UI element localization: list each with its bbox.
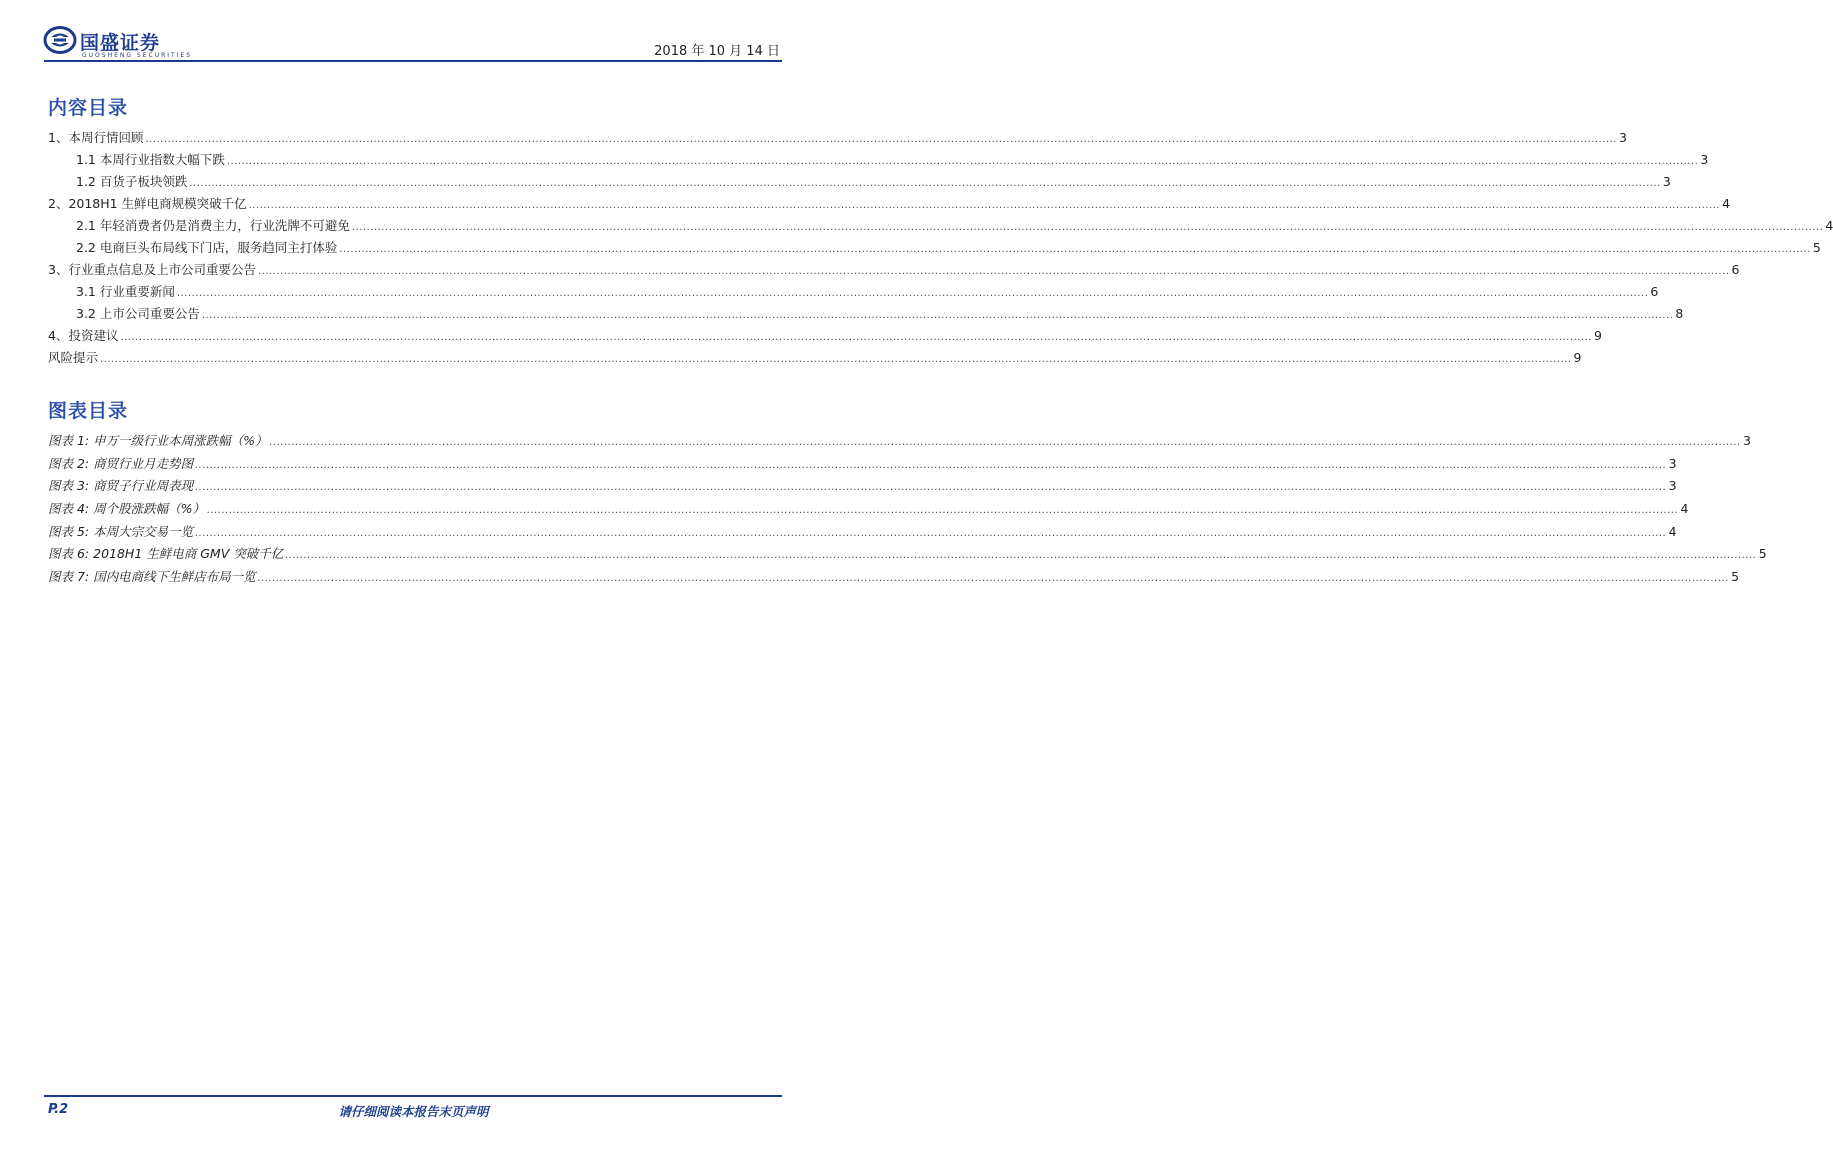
dot-leader: ................................................................................................................................................................................................................................................................................................................................................................................................................ — [195, 527, 1667, 539]
toc-entry-page: 4 — [1825, 218, 1833, 233]
toc-title: 内容目录 — [48, 97, 129, 119]
toc-entry-label: 1.2 百货子板块领跌 — [76, 174, 188, 189]
figure-entry[interactable] — [48, 431, 1751, 454]
toc-entry-page: 5 — [1812, 240, 1821, 255]
toc-entry-label: 4、投资建议 — [48, 328, 119, 343]
toc-entry-page: 4 — [1722, 196, 1731, 211]
toc-entry-label: 1.1 本周行业指数大幅下跌 — [76, 152, 225, 167]
toc-entry[interactable] — [48, 216, 1833, 238]
figure-entry-label: 图表 2: 商贸行业月走势图 — [48, 455, 194, 471]
figure-entry-page: 3 — [1668, 478, 1677, 494]
figure-entry-label: 图表 4: 周个股涨跌幅（%） — [48, 501, 205, 517]
dot-leader: ................................................................................................................................................................................................................................................................................................................................................................................................................ — [145, 134, 1617, 145]
footer-disclaimer: 请仔细阅读本报告末页声明 — [338, 1104, 489, 1119]
figure-entry[interactable] — [48, 499, 1689, 522]
figure-entry-page: 5 — [1731, 569, 1740, 585]
dot-leader: ................................................................................................................................................................................................................................................................................................................................................................................................................ — [120, 332, 1592, 343]
figure-entry[interactable] — [48, 476, 1677, 499]
toc-entry[interactable] — [48, 194, 1731, 216]
dot-leader: ................................................................................................................................................................................................................................................................................................................................................................................................................ — [269, 437, 1741, 448]
dot-leader: ................................................................................................................................................................................................................................................................................................................................................................................................................ — [100, 354, 1572, 365]
dot-leader: ................................................................................................................................................................................................................................................................................................................................................................................................................ — [189, 178, 1661, 189]
figure-entry-page: 5 — [1758, 546, 1767, 562]
toc-entry[interactable] — [48, 326, 1602, 348]
dot-leader: ................................................................................................................................................................................................................................................................................................................................................................................................................ — [226, 156, 1699, 167]
figure-entry-page: 3 — [1668, 455, 1677, 471]
toc-entry-label: 风险提示 — [48, 350, 99, 365]
toc-entry-page: 6 — [1650, 284, 1659, 299]
page-number: P.2 — [48, 1102, 69, 1117]
figure-entry-page: 3 — [1742, 433, 1751, 448]
toc-entry[interactable] — [48, 150, 1709, 172]
toc-entry-page: 9 — [1573, 350, 1582, 365]
figure-entry-page: 4 — [1668, 523, 1677, 539]
figure-list-title: 图表目录 — [48, 400, 129, 422]
dot-leader: ................................................................................................................................................................................................................................................................................................................................................................................................................ — [207, 505, 1679, 517]
toc-list — [48, 128, 1833, 370]
toc-entry[interactable] — [48, 238, 1821, 260]
figure-list — [48, 431, 1767, 590]
figure-entry[interactable] — [48, 544, 1767, 567]
dot-leader: ................................................................................................................................................................................................................................................................................................................................................................................................................ — [339, 244, 1811, 255]
figure-entry-label: 图表 1: 申万一级行业本周涨跌幅（%） — [48, 433, 268, 448]
dot-leader: ................................................................................................................................................................................................................................................................................................................................................................................................................ — [351, 222, 1824, 233]
figure-entry-label: 图表 5: 本周大宗交易一览 — [48, 523, 194, 539]
header-divider — [44, 60, 782, 62]
toc-entry[interactable] — [48, 172, 1671, 194]
guosheng-logo-icon — [44, 26, 78, 54]
toc-entry-page: 6 — [1731, 262, 1740, 277]
footer-divider — [44, 1095, 782, 1097]
toc-entry-label: 3.2 上市公司重要公告 — [76, 306, 200, 321]
toc-entry-page: 3 — [1618, 130, 1627, 145]
toc-entry-label: 2、2018H1 生鲜电商规模突破千亿 — [48, 196, 247, 211]
toc-entry-label: 2.1 年轻消费者仍是消费主力，行业洗牌不可避免 — [76, 218, 350, 233]
dot-leader: ................................................................................................................................................................................................................................................................................................................................................................................................................ — [257, 573, 1730, 585]
toc-entry[interactable] — [48, 260, 1740, 282]
dot-leader: ................................................................................................................................................................................................................................................................................................................................................................................................................ — [257, 266, 1730, 277]
toc-entry-page: 3 — [1700, 152, 1709, 167]
figure-entry[interactable] — [48, 567, 1740, 590]
dot-leader: ................................................................................................................................................................................................................................................................................................................................................................................................................ — [285, 550, 1757, 562]
toc-entry-label: 3、行业重点信息及上市公司重要公告 — [48, 262, 256, 277]
toc-entry[interactable] — [48, 128, 1627, 150]
toc-entry[interactable] — [48, 348, 1582, 370]
toc-entry-label: 2.2 电商巨头布局线下门店，服务趋同主打体验 — [76, 240, 338, 255]
toc-entry-label: 3.1 行业重要新闻 — [76, 284, 175, 299]
figure-entry-label: 图表 3: 商贸子行业周表现 — [48, 478, 194, 494]
report-date: 2018 年 10 月 14 日 — [654, 44, 780, 59]
figure-entry[interactable] — [48, 454, 1677, 477]
dot-leader: ................................................................................................................................................................................................................................................................................................................................................................................................................ — [248, 200, 1721, 211]
toc-entry[interactable] — [48, 304, 1684, 326]
dot-leader: ................................................................................................................................................................................................................................................................................................................................................................................................................ — [195, 482, 1667, 494]
dot-leader: ................................................................................................................................................................................................................................................................................................................................................................................................................ — [176, 288, 1649, 299]
brand-name: 国盛证券 — [80, 32, 161, 54]
toc-entry-page: 8 — [1675, 306, 1684, 321]
figure-entry-label: 图表 6: 2018H1 生鲜电商 GMV 突破千亿 — [48, 546, 284, 562]
dot-leader: ................................................................................................................................................................................................................................................................................................................................................................................................................ — [201, 310, 1674, 321]
page-header — [44, 24, 782, 60]
toc-entry-page: 3 — [1662, 174, 1671, 189]
figure-entry-label: 图表 7: 国内电商线下生鲜店布局一览 — [48, 569, 256, 585]
dot-leader: ................................................................................................................................................................................................................................................................................................................................................................................................................ — [195, 459, 1667, 471]
brand-name-en: GUOSHENG SECURITIES — [82, 52, 193, 59]
toc-entry[interactable] — [48, 282, 1659, 304]
figure-entry[interactable] — [48, 522, 1677, 545]
toc-entry-page: 9 — [1593, 328, 1602, 343]
figure-entry-page: 4 — [1680, 501, 1689, 517]
toc-entry-label: 1、本周行情回顾 — [48, 130, 144, 145]
